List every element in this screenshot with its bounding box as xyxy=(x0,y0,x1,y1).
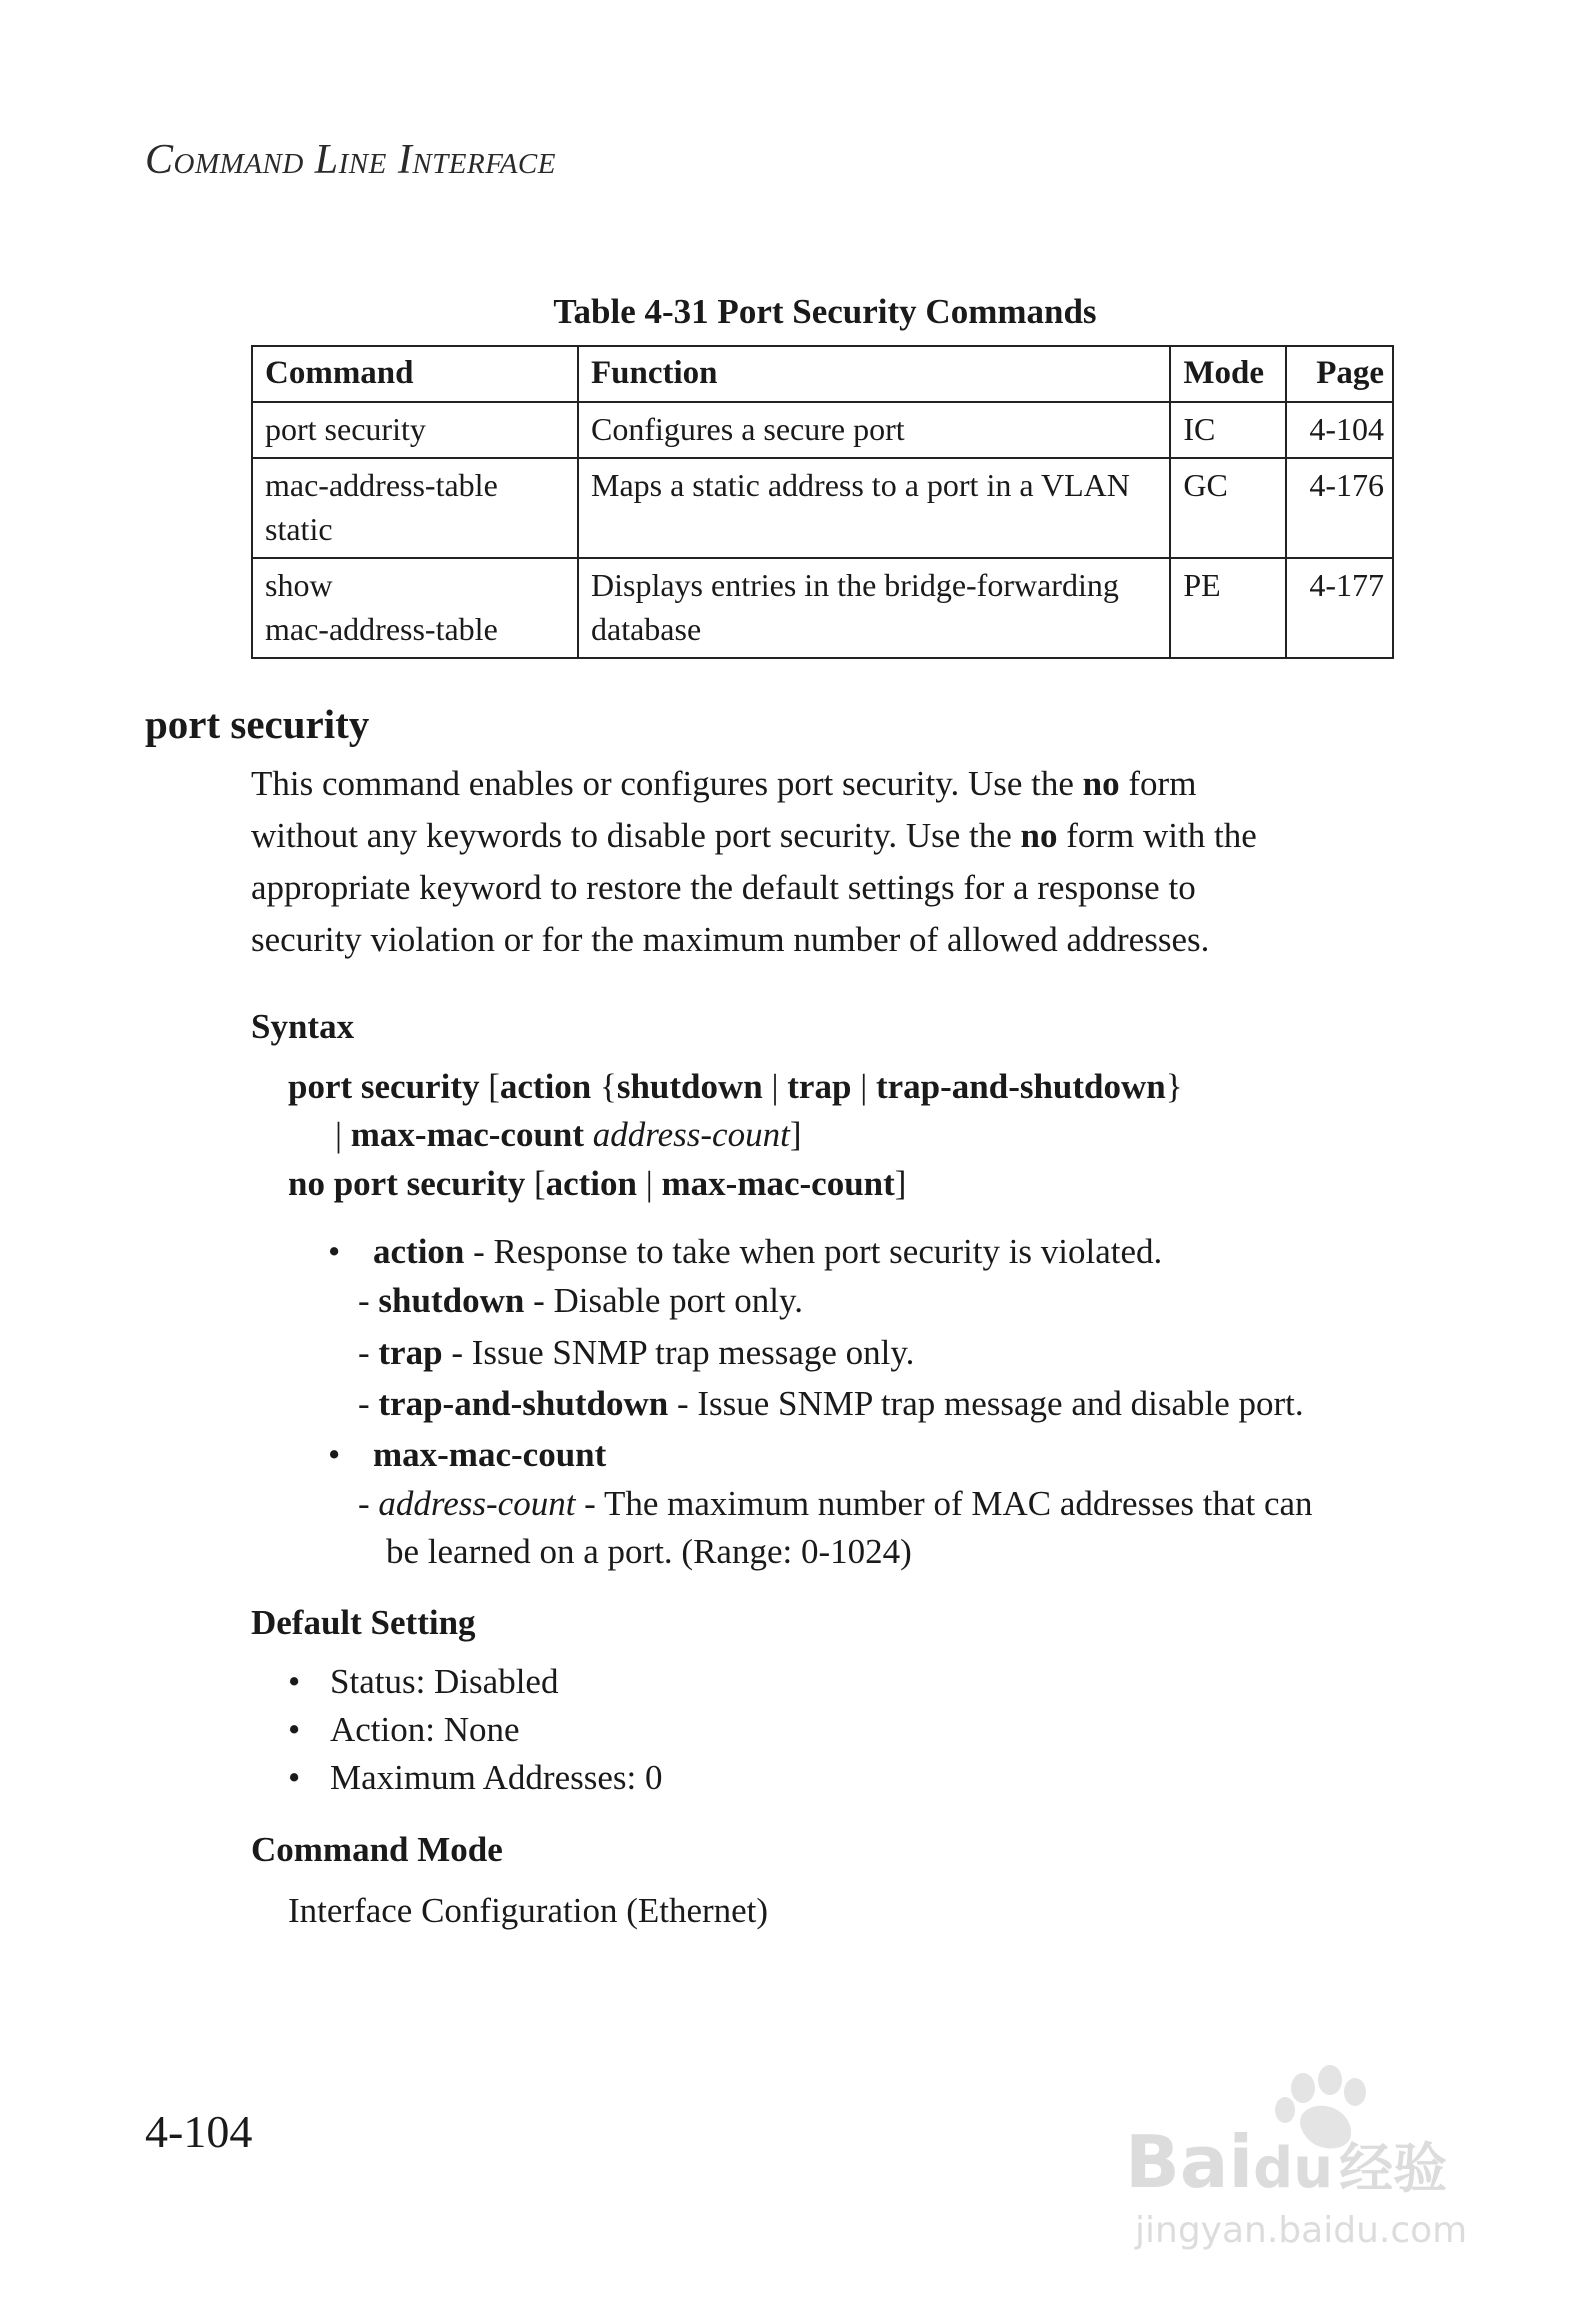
cell-page: 4-176 xyxy=(1286,458,1393,558)
table-header-row xyxy=(252,346,1393,402)
header-function: Function xyxy=(578,346,1170,402)
cell-command: show mac-address-table xyxy=(252,558,578,658)
cell-mode: PE xyxy=(1170,558,1286,658)
bullet-icon: • xyxy=(328,1435,341,1474)
cell-mode: IC xyxy=(1170,402,1286,458)
table-caption: Table 4-31 Port Security Commands xyxy=(553,292,1097,331)
header-page: Page xyxy=(1286,346,1393,402)
param-address-count: - address-count - The maximum number of MAC addresses that can xyxy=(358,1484,1313,1523)
syntax-line-2: | max-mac-count address-count] xyxy=(335,1115,802,1154)
param-action: action - Response to take when port security is violated. xyxy=(373,1232,1163,1271)
cell-mode: GC xyxy=(1170,458,1286,558)
running-head: Command Line Interface xyxy=(145,137,556,183)
port-security-commands-table xyxy=(251,345,1394,659)
cell-command: port security xyxy=(252,402,578,458)
section-title: port security xyxy=(145,701,370,747)
cell-page: 4-104 xyxy=(1286,402,1393,458)
list-item: Status: Disabled xyxy=(330,1662,559,1701)
param-shutdown: - shutdown - Disable port only. xyxy=(358,1281,803,1320)
bullet-icon: • xyxy=(288,1710,301,1749)
param-trap-and-shutdown: - trap-and-shutdown - Issue SNMP trap message and disable port. xyxy=(358,1384,1304,1423)
default-setting-heading: Default Setting xyxy=(251,1603,476,1642)
syntax-line-1: port security [action {shutdown | trap | trap-and-shutdown} xyxy=(288,1067,1183,1106)
syntax-line-3: no port security [action | max-mac-count] xyxy=(288,1164,907,1203)
bullet-icon: • xyxy=(288,1662,301,1701)
command-mode-value: Interface Configuration (Ethernet) xyxy=(288,1891,769,1930)
header-command: Command xyxy=(252,346,578,402)
command-mode-heading: Command Mode xyxy=(251,1830,503,1869)
table-row xyxy=(252,558,1393,658)
description-paragraph: This command enables or configures port security. Use the no form without any keywords to disable port security. Use the no form with the appropriate keyword to restore the default settings for a response to security violation or for the maximum number of allowed addresses. xyxy=(251,764,1257,959)
param-trap: - trap - Issue SNMP trap message only. xyxy=(358,1333,915,1372)
table-row xyxy=(252,458,1393,558)
param-max-mac-count: max-mac-count xyxy=(373,1435,607,1474)
list-item: Maximum Addresses: 0 xyxy=(330,1758,663,1797)
table-row xyxy=(252,402,1393,458)
watermark-url: jingyan.baidu.com xyxy=(1135,2210,1468,2251)
watermark-brand-du: du xyxy=(1253,2136,1334,2201)
cell-function: Displays entries in the bridge-forwarding database xyxy=(578,558,1170,658)
watermark-brand-cn: 经验 xyxy=(1339,2137,1448,2200)
cell-function: Configures a secure port xyxy=(578,402,1170,458)
cell-page: 4-177 xyxy=(1286,558,1393,658)
bullet-icon: • xyxy=(288,1758,301,1797)
page-number: 4-104 xyxy=(145,2106,253,2157)
baidu-jingyan-watermark xyxy=(1125,2060,1485,2260)
bullet-icon: • xyxy=(328,1232,341,1271)
header-mode: Mode xyxy=(1170,346,1286,402)
param-address-count-cont: be learned on a port. (Range: 0-1024) xyxy=(386,1532,912,1571)
list-item: Action: None xyxy=(330,1710,520,1749)
watermark-brand: Bai xyxy=(1125,2120,1254,2204)
cell-function: Maps a static address to a port in a VLAN xyxy=(578,458,1170,558)
cell-command: mac-address-table static xyxy=(252,458,578,558)
syntax-heading: Syntax xyxy=(251,1007,355,1046)
